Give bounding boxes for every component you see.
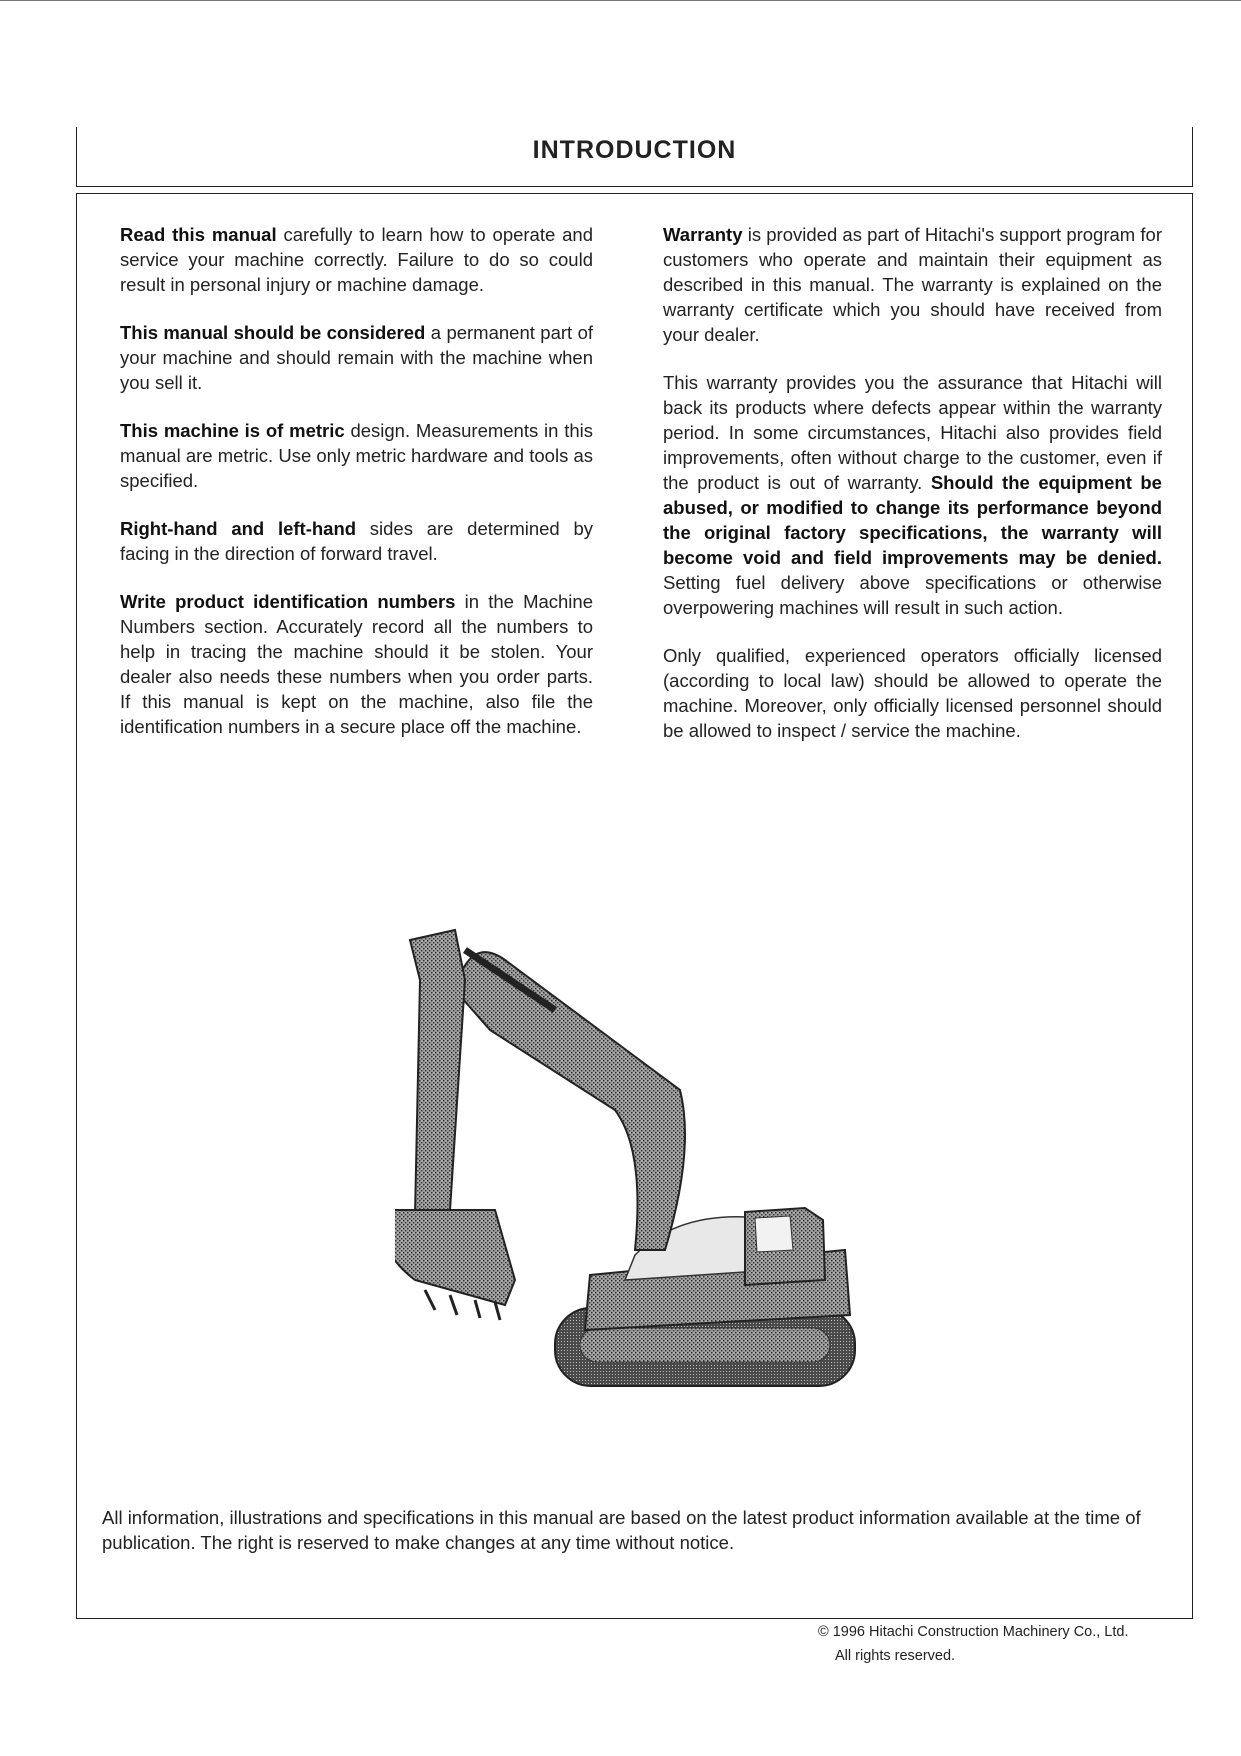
paragraph-sides: [120, 516, 593, 566]
rights-reserved: All rights reserved.: [835, 1648, 956, 1664]
lead-sides: Right-hand and left-hand: [120, 518, 357, 539]
title-box: [76, 127, 1193, 187]
lead-warranty: Warranty: [663, 224, 743, 245]
excavator-arm: [410, 930, 465, 1215]
excavator-boom: [455, 952, 685, 1250]
text-assurance: This warranty provides you the assurance that Hitachi will back its products where defects appear within the warranty period. In some circumstances, Hitachi also provides field improvements, often without charge to the customer, even if the product is out of warranty.: [663, 372, 1162, 493]
excavator-icon: [395, 920, 880, 1400]
paragraph-assurance: [663, 370, 1162, 620]
left-column: [120, 222, 593, 762]
paragraph-warranty: [663, 222, 1162, 347]
paragraph-identification: [120, 589, 593, 739]
disclaimer: All information, illustrations and specifications in this manual are based on the latest product information available at the time of publication. The right is reserved to make changes at any time without notice.: [102, 1507, 1141, 1553]
copyright: [818, 1620, 1198, 1668]
lead-identification: Write product identification numbers: [120, 591, 456, 612]
text-sides: sides are determined by facing in the direction of forward travel.: [120, 518, 593, 564]
text-overpowering: Setting fuel delivery above specifications or otherwise overpowering machines will result in such action.: [663, 572, 1162, 618]
paragraph-qualified-operators: [663, 643, 1162, 743]
warning-void-warranty: Should the equipment be abused, or modified to change its performance beyond the original factory specifications, the warranty will become void and field improvements may be denied.: [663, 472, 1162, 568]
paragraph-metric: [120, 418, 593, 493]
text-warranty: is provided as part of Hitachi's support program for customers who operate and maintain their equipment as described in this manual. The warranty is explained on the warranty certificate which you should have received from your dealer.: [663, 224, 1162, 345]
copyright-line: © 1996 Hitachi Construction Machinery Co., Ltd.: [818, 1624, 1129, 1640]
excavator-bucket: [395, 1210, 515, 1305]
page-title: INTRODUCTION: [532, 136, 737, 164]
right-column: [663, 222, 1162, 766]
text-identification: in the Machine Numbers section. Accurately record all the numbers to help in tracing the machine should it be stolen. Your dealer also needs these numbers when you order parts. If this manual is kept on the machine, also file the identification numbers in a secure place off the machine.: [120, 591, 593, 737]
excavator-body: [585, 1208, 850, 1330]
paragraph-read-manual: [120, 222, 593, 297]
paragraph-permanent-part: [120, 320, 593, 395]
lead-read-manual: Read this manual: [120, 224, 277, 245]
lead-metric: This machine is of metric: [120, 420, 345, 441]
text-metric: design. Measurements in this manual are metric. Use only metric hardware and tools as specified.: [120, 420, 593, 491]
page-top-rule: [0, 0, 1241, 1]
lead-permanent-part: This manual should be considered: [120, 322, 426, 343]
text-read-manual: carefully to learn how to operate and service your machine correctly. Failure to do so could result in personal injury or machine damage.: [120, 224, 593, 295]
text-qualified-operators: Only qualified, experienced operators officially licensed (according to local law) should be allowed to operate the machine. Moreover, only officially licensed personnel should be allowed to inspect / service the machine.: [663, 645, 1162, 741]
text-permanent-part: a permanent part of your machine and should remain with the machine when you sell it.: [120, 322, 593, 393]
